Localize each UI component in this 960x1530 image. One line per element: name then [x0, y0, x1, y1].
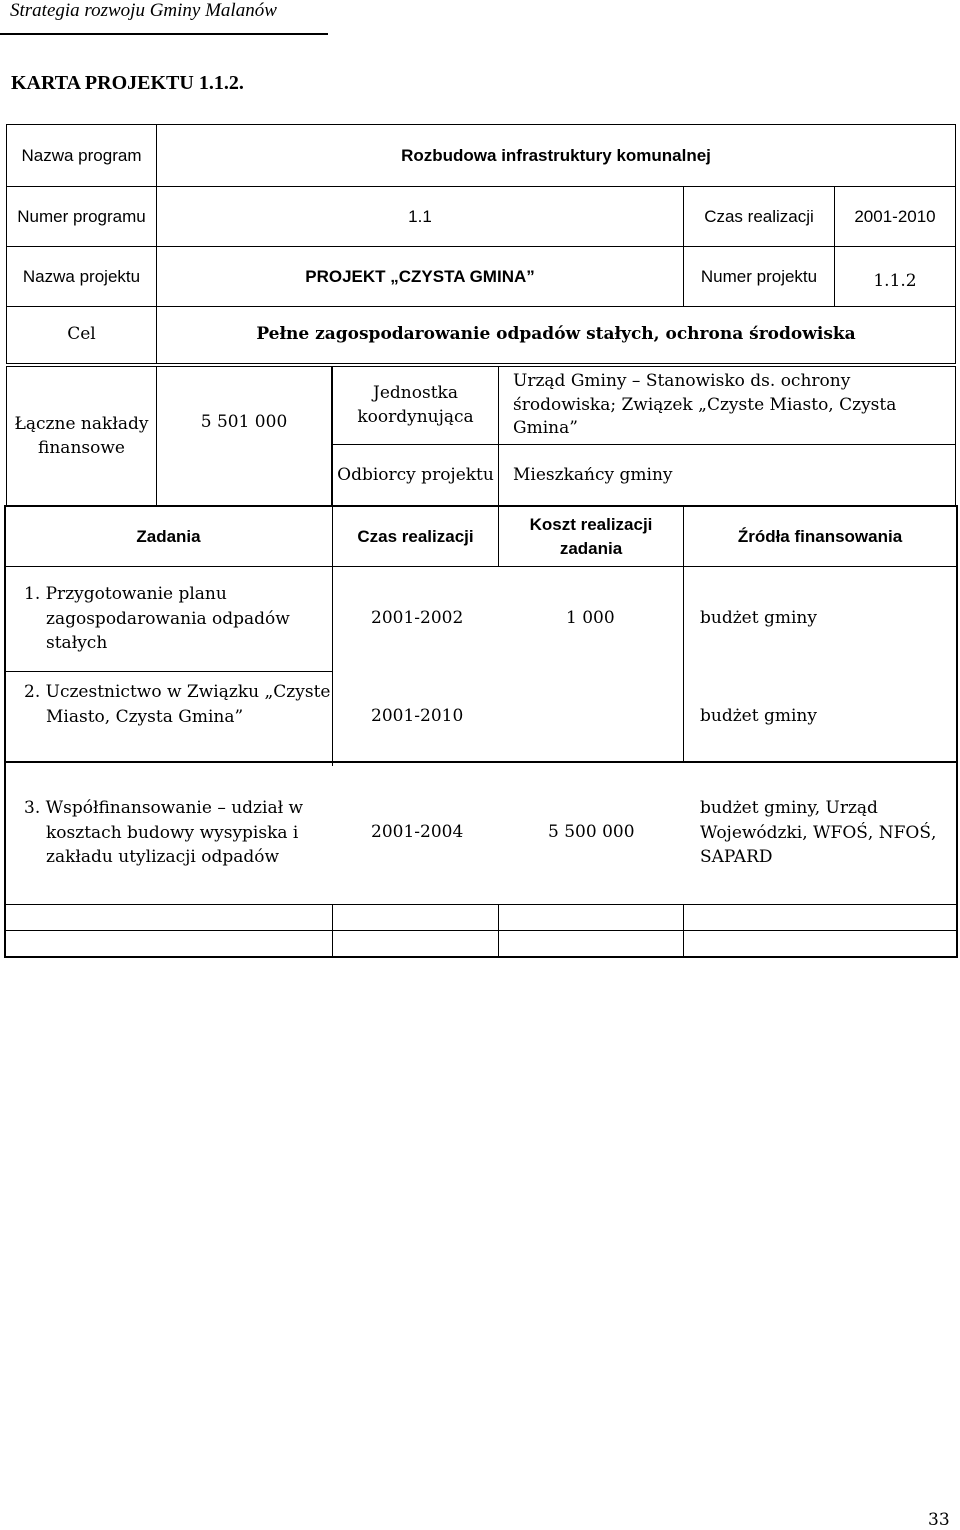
goal-value: Pełne zagospodarowanie odpadów stałych, ochrona środowiska	[156, 306, 956, 364]
total-costs-label: Łączne nakłady finansowe	[6, 366, 157, 507]
document-title: KARTA PROJEKTU 1.1.2.	[11, 72, 244, 94]
row3-line	[5, 904, 957, 905]
coordinator-value: Urząd Gminy – Stanowisko ds. ochrony środowiska; Związek „Czyste Miasto, Czysta Gmina”	[498, 366, 956, 445]
task-source: budżet gminy	[700, 706, 817, 726]
project-name-label: Nazwa projektu	[6, 246, 157, 307]
header-time: Czas realizacji	[357, 526, 474, 546]
header-tasks: Zadania	[136, 526, 201, 546]
task-time: 2001-2010	[371, 706, 464, 726]
task-name: 1. Przygotowanie planu zagospodarowania odpadów stałych	[24, 584, 290, 654]
program-number-label: Numer programu	[6, 186, 157, 247]
header-rule	[0, 33, 328, 35]
col-divider-3b	[683, 905, 684, 957]
recipients-value: Mieszkańcy gminy	[498, 444, 956, 507]
running-header: Strategia rozwoju Gminy Malanów	[10, 0, 277, 21]
total-costs-value: 5 501 000	[156, 366, 332, 507]
task-source: budżet gminy	[700, 608, 817, 628]
coordinator-label: Jednostka koordynująca	[332, 366, 499, 445]
task-time: 2001-2002	[371, 608, 464, 628]
task-name: 3. Współfinansowanie – udział w kosztach budowy wysypiska i zakładu utylizacji odpadów	[24, 798, 304, 868]
realization-time-value: 2001-2010	[834, 186, 956, 247]
task-cost: 5 500 000	[548, 822, 635, 842]
task-source: budżet gminy, Urząd Wojewódzki, WFOŚ, NFOŚ, SAPARD	[700, 798, 937, 868]
program-number-value: 1.1	[156, 186, 684, 247]
project-name-value: PROJEKT „CZYSTA GMINA”	[156, 246, 684, 307]
col-divider-2b	[498, 905, 499, 957]
row4-line	[5, 930, 957, 931]
tasks-table-border	[4, 505, 958, 958]
program-name-value: Rozbudowa infrastruktury komunalnej	[156, 124, 956, 187]
header-cost: Koszt realizacji zadania	[529, 514, 653, 558]
goal-label: Cel	[6, 306, 157, 364]
row1-line	[5, 671, 333, 672]
header-source: Źródła finansowania	[737, 526, 903, 546]
col-divider-1b	[332, 905, 333, 957]
project-number-value: 1.1.2	[834, 246, 956, 307]
header-row-line	[5, 566, 957, 567]
page-number: 33	[928, 1510, 950, 1530]
project-number-label: Numer projektu	[683, 246, 835, 307]
realization-time-label: Czas realizacji	[683, 186, 835, 247]
task-name: 2. Uczestnictwo w Związku „Czyste Miasto, Czysta Gmina”	[24, 682, 331, 727]
recipients-label: Odbiorcy projektu	[332, 444, 499, 507]
row2-line	[5, 761, 957, 763]
task-cost: 1 000	[566, 608, 615, 628]
program-name-label: Nazwa program	[6, 124, 157, 187]
task-time: 2001-2004	[371, 822, 464, 842]
